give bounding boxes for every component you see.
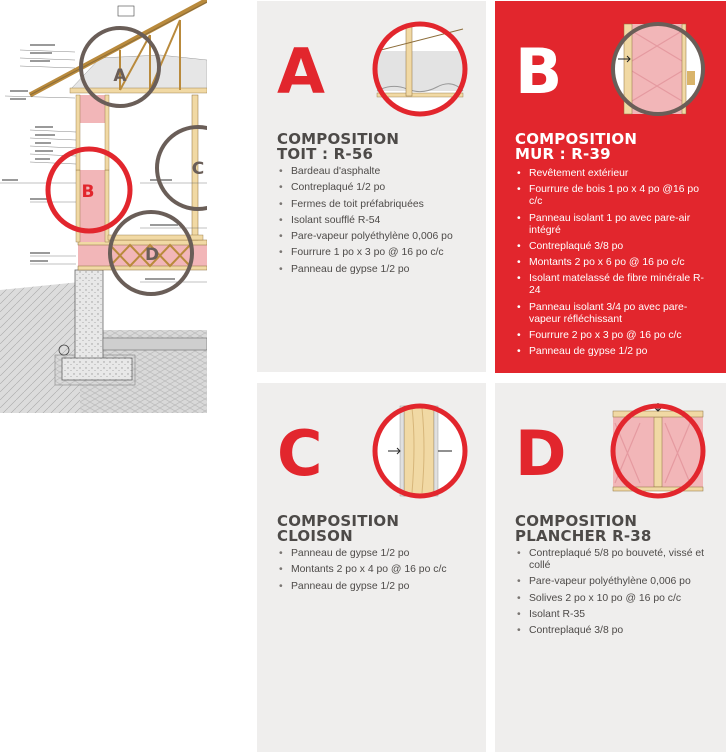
list-item: • Isolant R-35	[517, 609, 707, 621]
callout-label-d: D	[144, 245, 160, 265]
card-letter-b: B	[515, 35, 563, 108]
card-title-c	[277, 514, 399, 544]
building-section-drawing	[0, 0, 207, 413]
card-title-a	[277, 132, 399, 162]
list-item: • Fermes de toit préfabriquées	[279, 199, 479, 211]
list-item: • Contreplaqué 5/8 po bouveté, vissé et collé	[517, 548, 707, 572]
list-item: • Panneau de gypse 1/2 po	[279, 581, 479, 593]
card-floor-composition	[495, 383, 726, 752]
card-list-a	[279, 166, 479, 280]
card-letter-d: D	[515, 417, 567, 490]
list-item: • Solives 2 po x 10 po @ 16 po c/c	[517, 593, 707, 605]
list-item: • Isolant soufflé R-54	[279, 215, 479, 227]
list-item: • Panneau de gypse 1/2 po	[517, 346, 705, 358]
list-item: • Montants 2 po x 4 po @ 16 po c/c	[279, 564, 479, 576]
card-roof-composition	[257, 1, 486, 372]
callout-label-b: B	[81, 182, 95, 202]
list-item: • Fourrure 2 po x 3 po @ 16 po c/c	[517, 330, 705, 342]
list-item: • Pare-vapeur polyéthylène 0,006 po	[517, 576, 707, 588]
card-title-d	[515, 514, 652, 544]
card-title-a-line2: TOIT : R-56	[277, 145, 374, 163]
list-item: • Pare-vapeur polyéthylène 0,006 po	[279, 231, 479, 243]
list-item: • Panneau de gypse 1/2 po	[279, 548, 479, 560]
list-item: • Bardeau d'asphalte	[279, 166, 479, 178]
card-letter-a: A	[277, 35, 325, 108]
list-item: • Fourrure 1 po x 3 po @ 16 po c/c	[279, 247, 479, 259]
card-list-b	[517, 168, 705, 363]
card-title-b	[515, 132, 637, 162]
list-item: • Contreplaqué 1/2 po	[279, 182, 479, 194]
partition-section-icon	[372, 403, 468, 499]
card-wall-composition	[495, 1, 726, 373]
callout-label-c: C	[191, 159, 205, 179]
card-title-a-line1: COMPOSITION	[277, 130, 400, 148]
list-item: • Montants 2 po x 6 po @ 16 po c/c	[517, 257, 705, 269]
wall-section-icon	[610, 21, 706, 117]
card-list-d	[517, 548, 707, 641]
card-title-c-line1: COMPOSITION	[277, 512, 400, 530]
list-item: • Panneau isolant 3/4 po avec pare-vapeur réfléchissant	[517, 302, 705, 326]
list-item: • Panneau isolant 1 po avec pare-air intégré	[517, 213, 705, 237]
list-item: • Panneau de gypse 1/2 po	[279, 264, 479, 276]
callout-label-a: A	[113, 66, 127, 86]
list-item: • Revêtement extérieur	[517, 168, 705, 180]
card-list-c	[279, 548, 479, 597]
card-letter-c: C	[277, 417, 323, 490]
card-title-b-line2: MUR : R-39	[515, 145, 611, 163]
card-partition-composition	[257, 383, 486, 752]
card-title-d-line1: COMPOSITION	[515, 512, 638, 530]
card-title-c-line2: CLOISON	[277, 527, 353, 545]
list-item: • Contreplaqué 3/8 po	[517, 625, 707, 637]
list-item: • Fourrure de bois 1 po x 4 po @16 po c/c	[517, 184, 705, 208]
list-item: • Contreplaqué 3/8 po	[517, 241, 705, 253]
section-svg	[0, 0, 207, 413]
card-title-d-line2: PLANCHER R-38	[515, 527, 652, 545]
floor-section-icon	[610, 403, 706, 499]
roof-section-icon	[372, 21, 468, 117]
card-title-b-line1: COMPOSITION	[515, 130, 638, 148]
list-item: • Isolant matelassé de fibre minérale R-24	[517, 273, 705, 297]
